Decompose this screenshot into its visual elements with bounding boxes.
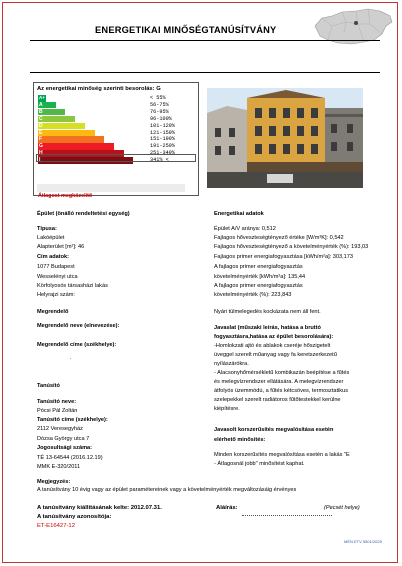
energy-line: A fajlagos primer energiafogyasztás xyxy=(214,264,303,270)
signature-line xyxy=(242,515,332,516)
energy-class-range: 151-190% xyxy=(150,136,175,143)
energy-class-letter: E xyxy=(39,129,43,136)
energy-line: követelményérték (%): 223,843 xyxy=(214,292,292,298)
energy-line: követelményérték [kWh/m²a]: 135,44 xyxy=(214,274,306,280)
energy-class-range: 76-95% xyxy=(150,108,169,115)
energy-class-letter: F xyxy=(39,136,43,143)
recommendation-heading: fogyasztásra,hatása az épület besorolására): xyxy=(214,334,334,340)
energy-class-letter: I xyxy=(39,157,41,164)
energy-class-letter: A xyxy=(39,101,43,108)
improvement-line: Minden korszerűsítés megvalósítása esetén a lakás "E xyxy=(214,452,350,458)
improvement-line: - Átlagosnál jobb" minősítést kaphat. xyxy=(214,461,305,467)
energy-class-bar xyxy=(38,116,75,123)
address-line: Wesselényi utca xyxy=(37,274,78,280)
energy-class-bar xyxy=(38,136,104,143)
energy-class-letter: C xyxy=(39,115,43,122)
client-name-label: Megrendelő neve (elnevezése): xyxy=(37,323,120,329)
energy-line: Épület A/V aránya: 0,512 xyxy=(214,226,276,232)
energy-class-letter: H xyxy=(39,150,43,157)
energy-class-bar xyxy=(38,123,85,130)
certifier-name: Pócsi Pál Zoltán xyxy=(37,408,78,414)
document-title: ENERGETIKAI MINŐSÉGTANÚSÍTVÁNY xyxy=(95,25,277,35)
energy-class-letter: D xyxy=(39,122,43,129)
notes-label: Megjegyzés: xyxy=(37,479,71,485)
energy-class-letter: G xyxy=(39,143,43,150)
energy-rating-heading: Az energetikai minőség szerinti besorolás: G xyxy=(37,86,161,92)
energy-class-letter: A+ xyxy=(39,95,45,100)
certifier-address-label: Tanúsító címe (székhelye): xyxy=(37,417,108,423)
client-address-value: . xyxy=(70,355,72,361)
building-type-label: Típusa: xyxy=(37,226,57,232)
recommendation-line: kiépítésre. xyxy=(214,406,240,412)
footer-reference: MÉN ETV 5501/2025 xyxy=(344,539,382,544)
building-heading: Épület (önálló rendeltetési egység) xyxy=(37,211,130,217)
recommendation-line: nyílászárókra. xyxy=(214,361,249,367)
energy-class-bar xyxy=(38,95,46,102)
energy-class-letter: B xyxy=(39,108,43,115)
address-line: Helyrajzi szám: xyxy=(37,292,75,298)
address-line: Körfolyosós társasházi lakás xyxy=(37,283,108,289)
improvement-heading: Javasolt korszerűsítés megvalósítása esetén xyxy=(214,427,334,433)
energy-line: Fajlagos hőveszteségtényező a követelményérték (%): 193,03 xyxy=(214,244,369,250)
energy-class-range: < 55% xyxy=(150,95,166,101)
certificate-id-label: A tanúsítvány azonosítója: xyxy=(37,514,112,520)
stamp-placeholder: (Pecsét helye) xyxy=(324,505,360,511)
recommendation-line: - Alacsonyhőmérsékletű kombikazán beépítése a fűtés xyxy=(214,370,350,376)
license-line: MMK E-320/2011 xyxy=(37,464,81,470)
building-type-value: Lakóépület xyxy=(37,235,65,241)
notes-text: A tanúsítvány 10 évig vagy az épület paramétereinek vagy a követelményérték megváltozásáig érvényes xyxy=(37,487,297,493)
rating-description xyxy=(37,184,185,199)
improvement-heading: elérhető minősítés: xyxy=(214,437,266,443)
rating-description-text: Átlagost megközelítő xyxy=(38,193,93,199)
current-class-marker xyxy=(36,154,196,162)
certificate-id: ET-E16427-12 xyxy=(37,523,75,529)
energy-class-range: 121-150% xyxy=(150,129,175,136)
certifier-address-line: 2112 Veresegyház xyxy=(37,426,83,432)
energy-class-range: 101-120% xyxy=(150,122,175,129)
energy-class-range: 56-75% xyxy=(150,101,169,108)
building-area: Alapterület [m²]: 46 xyxy=(37,244,85,250)
recommendation-line: átfolyós üzemmódú, a fűtés kétcsöves, termosztatikus xyxy=(214,388,348,394)
recommendation-line: és melegvízrendszer ellátására. A melegvízrendszer xyxy=(214,379,344,385)
recommendation-line: üveggel szerelt műanyag vagy fa keretszerkezetű xyxy=(214,352,337,358)
energy-line: Fajlagos primer energiafogyasztása [kWh/m²a]: 303,173 xyxy=(214,254,353,260)
energy-class-bar xyxy=(38,102,56,109)
recommendation-line: szelepekkel szerelt radiátoros fűtőtestekkel kerülne xyxy=(214,397,341,403)
address-line: 1077 Budapest xyxy=(37,264,75,270)
recommendation-heading: Javaslat (műszaki leírás, hatása a bruttó xyxy=(214,325,321,331)
hungary-map-icon xyxy=(312,4,394,50)
license-label: Jogosultsági száma: xyxy=(37,445,93,451)
energy-class-bar xyxy=(38,130,95,137)
energy-class-range: 191-250% xyxy=(150,143,175,150)
energy-class-range: 96-100% xyxy=(150,115,172,122)
building-photo xyxy=(207,88,363,188)
building-photo-image xyxy=(207,88,363,188)
recommendation-line: -Homlokzati ajtó és ablakok cseréje hőszigetelt xyxy=(214,343,331,349)
energy-line: Fajlagos hőveszteségtényező értéke [W/m³K]: 0,542 xyxy=(214,235,344,241)
energy-data-heading: Energetikai adatok xyxy=(214,211,264,217)
license-line: TÉ 13-64544 (2016.12.19) xyxy=(37,455,103,461)
issue-date: A tanúsítvány kiállításának kelte: 2012.07.31. xyxy=(37,505,162,511)
title-rule-top xyxy=(30,40,380,41)
energy-class-bar xyxy=(38,143,114,150)
energy-class-range: 251-340% xyxy=(150,150,175,157)
address-label: Cím adatok: xyxy=(37,254,70,260)
overheating-note: Nyári túlmelegedés kockázata nem áll fent. xyxy=(214,309,321,315)
certifier-address-line: Dózsa György utca 7 xyxy=(37,436,90,442)
client-address-label: Megrendelő címe (székhelye): xyxy=(37,342,117,348)
client-heading: Megrendelő xyxy=(37,309,69,315)
energy-class-bar xyxy=(38,109,65,116)
title-rule-bottom xyxy=(30,72,380,73)
certifier-heading: Tanúsító xyxy=(37,383,60,389)
energy-line: A fajlagos primer energiafogyasztás xyxy=(214,283,303,289)
energy-class-range: 341% < xyxy=(150,157,169,164)
signature-label: Aláírás: xyxy=(216,505,238,511)
certifier-name-label: Tanúsító neve: xyxy=(37,399,77,405)
